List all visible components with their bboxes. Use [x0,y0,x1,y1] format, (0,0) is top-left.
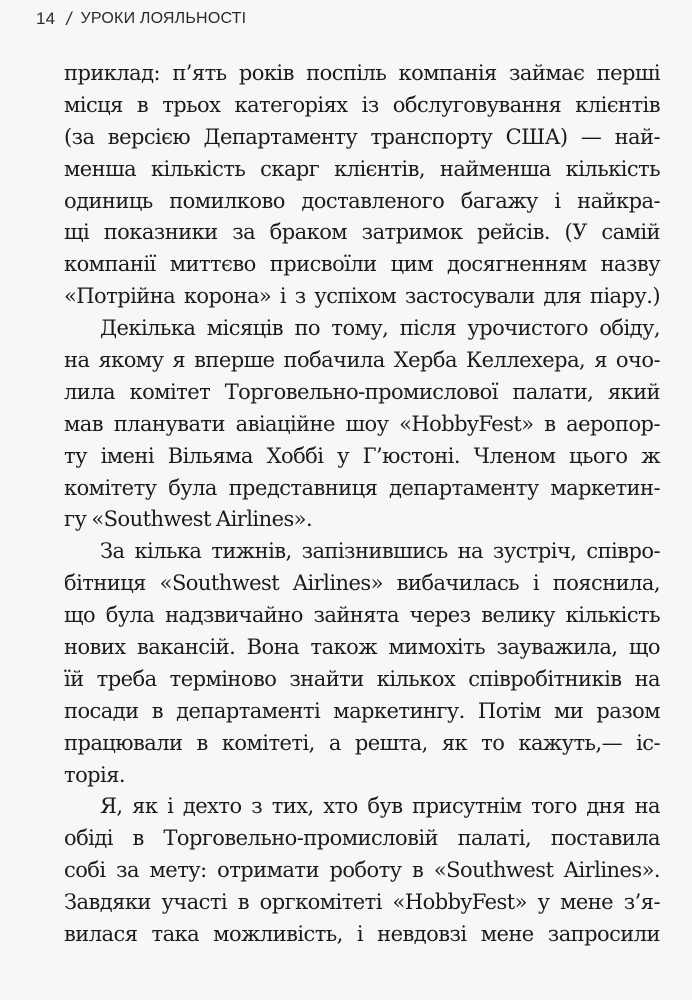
text-line: на якому я вперше побачила Херба Келлехера, я очо- [64,348,660,373]
text-line: нових вакансій. Вона також мимохіть зауважила, що [64,635,660,660]
text-line: Завдяки участі в оргкомітеті «HobbyFest» у мене з’я- [64,890,660,915]
text-line: (за версією Департаменту транспорту США) — най- [64,124,660,149]
text-line: приклад: п’ять років поспіль компанія займає перші [64,61,660,85]
paragraph-last-line: гу «Southwest Airlines». [64,507,313,532]
text-line: «Потрійна корона» і з успіхом застосували для піару.) [64,284,660,309]
text-line: мав планувати авіаційне шоу «HobbyFest» в аеропор- [64,411,660,436]
text-line: місця в трьох категоріях із обслуговування клієнтів [64,92,660,117]
header-separator: / [66,8,72,29]
text-line: обіді в Торговельно-промисловій палаті, поставила [64,826,660,851]
text-line: бітниця «Southwest Airlines» вибачилась і пояснила, [64,571,660,596]
text-line: компанії миттєво присвоїли цим досягненням назву [64,252,660,277]
text-line: посади в департаменті маркетингу. Потім ми разом [64,698,660,723]
text-line: одиниць помилково доставленого багажу і найкра- [64,188,660,213]
text-line: ту імені Вільяма Хоббі у Г’юстоні. Членом цього ж [64,443,660,468]
running-title: УРОКИ ЛОЯЛЬНОСТІ [80,10,247,27]
text-line: комітету була представниця департаменту маркетин- [64,475,660,500]
body-text [64,58,660,951]
paragraph-last-line: торія. [64,762,126,787]
paragraph-first-line: Декілька місяців по тому, після урочистого обіду, [100,316,660,341]
text-line: щі показники за браком затримок рейсів. (У самій [64,220,660,245]
text-line: їй треба терміново знайти кількох співробітників на [64,666,660,691]
text-line: менша кількість скарг клієнтів, найменша кількість [64,156,660,181]
text-line: вилася така можливість, і невдовзі мене запросили [64,922,660,947]
page-number: 14 [36,9,56,28]
paragraph-first-line: Я, як і дехто з тих, хто був присутнім того дня на [100,794,660,819]
text-line: собі за мету: отримати роботу в «Southwest Airlines». [64,858,660,883]
text-line: що була надзвичайно зайнята через велику кількість [64,603,660,628]
paragraph-first-line: За кілька тижнів, запізнившись на зустріч, співро- [100,539,660,564]
text-line: працювали в комітеті, а решта, як то кажуть,— іс- [64,730,660,755]
text-line: лила комітет Торговельно-промислової палати, який [64,379,660,404]
running-header [36,4,246,34]
